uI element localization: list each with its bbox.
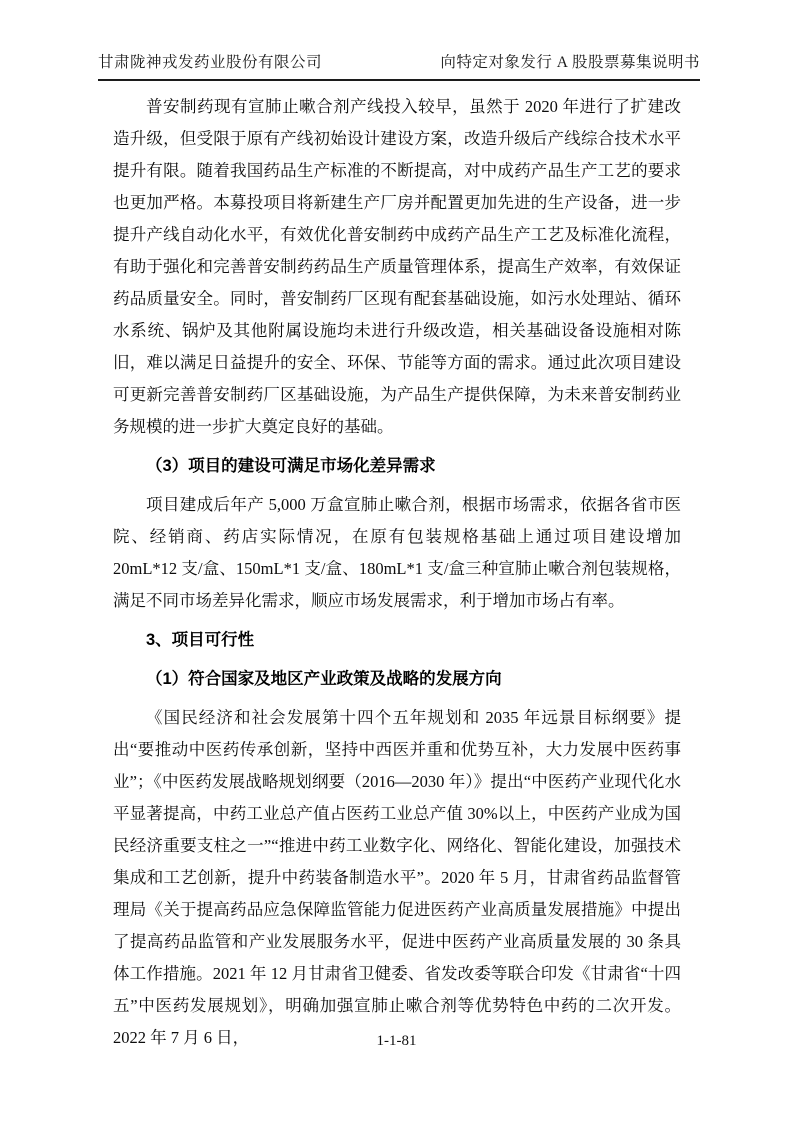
heading-project-feasibility: 3、项目可行性 (146, 631, 255, 649)
paragraph-production-line-upgrade: 普安制药现有宣肺止嗽合剂产线投入较早，虽然于 2020 年进行了扩建改造升级，但受限于原有产线初始设计建设方案，改造升级后产线综合技术水平提升有限。随着我国药品生产标准的不断提高，对中成药产品生产工艺的要求也更加严格。本募投项目将新建生产厂房并配置更加先进的生产设备，进一步提升产线自动化水平，有效优化普安制药中成药产品生产工艺及标准化流程，有助于强化和完善普安制药药品生产质量管理体系，提高生产效率，有效保证药品质量安全。同时，普安制药厂区现有配套基础设施，如污水处理站、循环水系统、锅炉及其他附属设施均未进行升级改造，相关基础设备设施相对陈旧，难以满足日益提升的安全、环保、节能等方面的需求。通过此次项目建设可更新完善普安制药厂区基础设施，为产品生产提供保障，为未来普安制药业务规模的进一步扩大奠定良好的基础。 (113, 97, 681, 436)
page-header (98, 50, 700, 81)
paragraph-packaging-specs: 项目建成后年产 5,000 万盒宣肺止嗽合剂，根据市场需求，依据各省市医院、经销商、药店实际情况，在原有包装规格基础上通过项目建设增加 20mL*12 支/盒、150mL*1 支/盒、180mL*1 支/盒三种宣肺止嗽合剂包装规格，满足不同市场差异化需求，顺应市场发展需求，利于增加市场占有率。 (113, 495, 681, 610)
heading-market-differentiation: （3）项目的建设可满足市场化差异需求 (146, 457, 436, 475)
header-company-name: 甘肃陇神戎发药业股份有限公司 (98, 54, 323, 71)
header-document-title: 向特定对象发行 A 股股票募集说明书 (440, 54, 700, 71)
document-body (113, 91, 681, 1054)
page-footer (0, 1033, 793, 1050)
heading-policy-alignment: （1）符合国家及地区产业政策及战略的发展方向 (146, 670, 502, 688)
page-number: 1-1-81 (376, 1033, 417, 1049)
paragraph-policy-support: 《国民经济和社会发展第十四个五年规划和 2035 年远景目标纲要》提出“要推动中医药传承创新，坚持中西医并重和优势互补，大力发展中医药事业”；《中医药发展战略规划纲要（2016—2030 年）》提出“中医药产业现代化水平显著提高，中药工业总产值占医药工业总产值 30%以上，中医药产业成为国民经济重要支柱之一”“推进中药工业数字化、网络化、智能化建设，加强技术集成和工艺创新，提升中药装备制造水平”。2020 年 5 月，甘肃省药品监督管理局《关于提高药品应急保障监管能力促进医药产业高质量发展措施》中提出了提高药品监管和产业发展服务水平，促进中医药产业高质量发展的 30 条具体工作措施。2021 年 12 月甘肃省卫健委、省发改委等联合印发《甘肃省“十四五”中医药发展规划》，明确加强宣肺止嗽合剂等优势特色中药的二次开发。2022 年 7 月 6 日， (113, 708, 681, 1047)
